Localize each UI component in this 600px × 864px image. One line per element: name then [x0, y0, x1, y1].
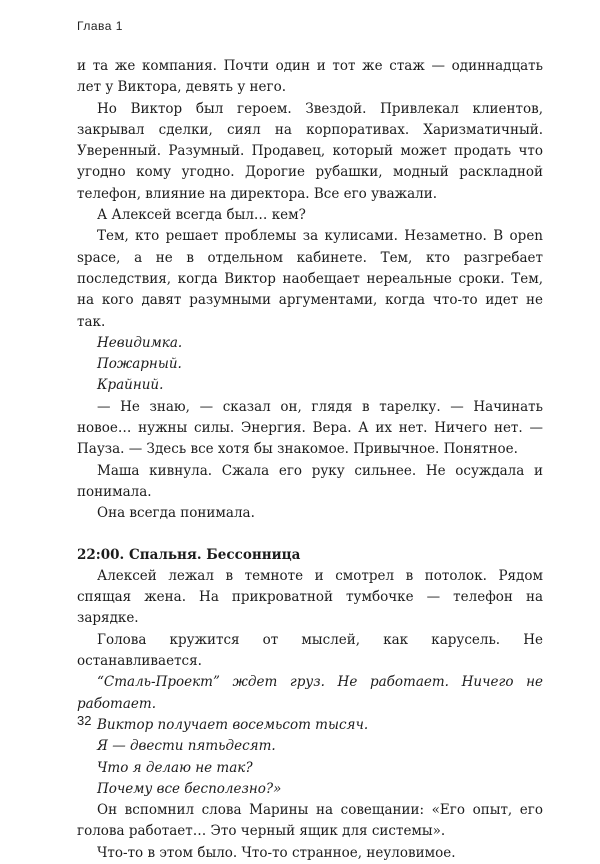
- paragraph: Алексей лежал в темноте и смотрел в потолок. Рядом спящая жена. На прикроватной тумбочке — телефон на зарядке.: [77, 567, 543, 627]
- paragraph: Голова кружится от мыслей, как карусель. Не останавливается.: [77, 631, 543, 670]
- section-heading: 22:00. Спальня. Бессонница: [77, 546, 301, 563]
- paragraph: и та же компания. Почти один и тот же стаж — одиннадцать лет у Виктора, девять у него.: [77, 58, 543, 96]
- paragraph: Что-то в этом было. Что-то странное, неуловимое.: [97, 844, 456, 861]
- paragraph: А Алексей всегда был… кем?: [97, 207, 306, 224]
- text-block-before: [77, 56, 543, 525]
- body-text: [77, 56, 543, 864]
- paragraph: Она всегда понимала.: [97, 505, 255, 522]
- paragraph: Тем, кто решает проблемы за кулисами. Незаметно. В open space, а не в отдельном кабинете. Тем, кто разгребает последствия, когда Виктор наобещает нереальные сроки. Тем, на кого давят разумными аргументами, когда что-то идет не так.: [77, 228, 543, 330]
- page-number: 32: [77, 713, 92, 728]
- paragraph: Пожарный.: [97, 356, 182, 373]
- paragraph: Виктор получает восемьсот тысяч.: [97, 716, 369, 733]
- paragraph: Что я делаю не так?: [97, 759, 253, 776]
- paragraph: Крайний.: [97, 377, 164, 394]
- paragraph: Почему все бесполезно?»: [97, 780, 282, 797]
- paragraph: Я — двести пятьдесят.: [97, 738, 276, 755]
- paragraph: “Сталь-Проект” ждет груз. Не работает. Ничего не работает.: [77, 674, 543, 712]
- paragraph: Но Виктор был героем. Звездой. Привлекал клиентов, закрывал сделки, сиял на корпоративах. Харизматичный. Уверенный. Разумный. Продавец, который может продать что угодно кому угодно. Дорогие рубашки, модный раскладной телефон, влияние на директора. Все его уважали.: [77, 100, 543, 202]
- paragraph: — Не знаю, — сказал он, глядя в тарелку. — Начинать новое… нужны силы. Энергия. Вера. А их нет. Ничего нет. — Пауза. — Здесь все хотя бы знакомое. Привычное. Понятное.: [77, 398, 543, 458]
- text-block-after: [77, 566, 543, 864]
- paragraph: Невидимка.: [97, 334, 183, 351]
- running-header: Глава 1: [77, 19, 123, 33]
- paragraph: Он вспомнил слова Марины на совещании: «Его опыт, его голова работает… Это черный ящик для системы».: [77, 802, 543, 840]
- paragraph: Маша кивнула. Сжала его руку сильнее. Не осуждала и понимала.: [77, 462, 543, 500]
